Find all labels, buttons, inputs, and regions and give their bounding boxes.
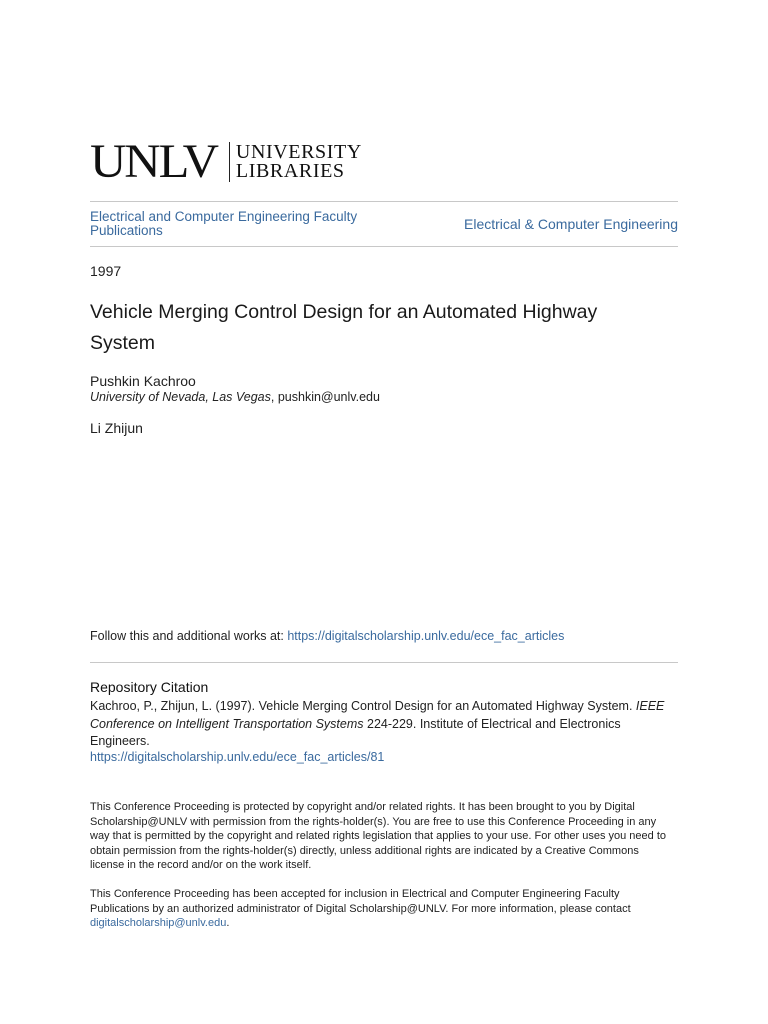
citation-pages-publisher: 224-229. Institute of Electrical and Electronics Engineers. — [90, 716, 621, 748]
unlv-libraries-logo — [90, 135, 362, 188]
logo-wordmark: UNLV — [90, 135, 217, 188]
logo-libraries-text — [236, 143, 362, 181]
inclusion-notice-text: This Conference Proceeding has been accepted for inclusion in Electrical and Computer Engineering Faculty Publications by an authorized administrator of Digital Scholarship@UNLV. For more information, please contact — [90, 888, 631, 915]
collection-link-department[interactable]: Electrical & Computer Engineering — [464, 216, 678, 232]
logo-line-libraries: LIBRARIES — [235, 160, 345, 182]
publication-year: 1997 — [90, 263, 122, 279]
repository-citation-heading: Repository Citation — [90, 679, 209, 695]
citation-url-link[interactable]: https://digitalscholarship.unlv.edu/ece_fac_articles/81 — [90, 750, 385, 764]
follow-link[interactable]: https://digitalscholarship.unlv.edu/ece_fac_articles — [287, 629, 565, 643]
citation-text — [90, 698, 670, 751]
collection-link-faculty-publications[interactable]: Electrical and Computer Engineering Faculty Publications — [90, 209, 358, 238]
inclusion-notice-end: . — [226, 917, 230, 930]
collections-divider — [90, 246, 678, 247]
citation-venue: IEEE Conference on Intelligent Transportation Systems — [90, 699, 665, 731]
author-name: Pushkin Kachroo — [90, 373, 196, 389]
follow-prefix: Follow this and additional works at: — [90, 629, 288, 643]
citation-divider — [90, 662, 678, 663]
logo-line-university: UNIVERSITY — [235, 141, 362, 163]
author-email: , pushkin@unlv.edu — [270, 390, 380, 404]
inclusion-notice — [90, 887, 670, 931]
author-affiliation — [90, 390, 380, 404]
logo-divider — [229, 142, 230, 182]
author-name: Li Zhijun — [90, 420, 143, 436]
affiliation-institution: University of Nevada, Las Vegas — [90, 390, 271, 404]
citation-authors-title: Kachroo, P., Zhijun, L. (1997). Vehicle Merging Control Design for an Automated Highway System. — [90, 699, 636, 713]
article-title: Vehicle Merging Control Design for an Automated Highway System — [90, 301, 598, 354]
contact-email-link[interactable]: digitalscholarship@unlv.edu — [90, 917, 227, 930]
copyright-notice: This Conference Proceeding is protected by copyright and/or related rights. It has been brought to you by Digital Scholarship@UNLV with permission from the rights-holder(s). You are free to use this Conference Proceeding in any way that is permitted by the copyright and related rights legislation that applies to your use. For other uses you need to obtain permission from the rights-holder(s) directly, unless additional rights are indicated by a Creative Commons license in the record and/or on the work itself. — [90, 801, 666, 872]
follow-line — [90, 629, 564, 643]
collection-links — [90, 202, 678, 246]
